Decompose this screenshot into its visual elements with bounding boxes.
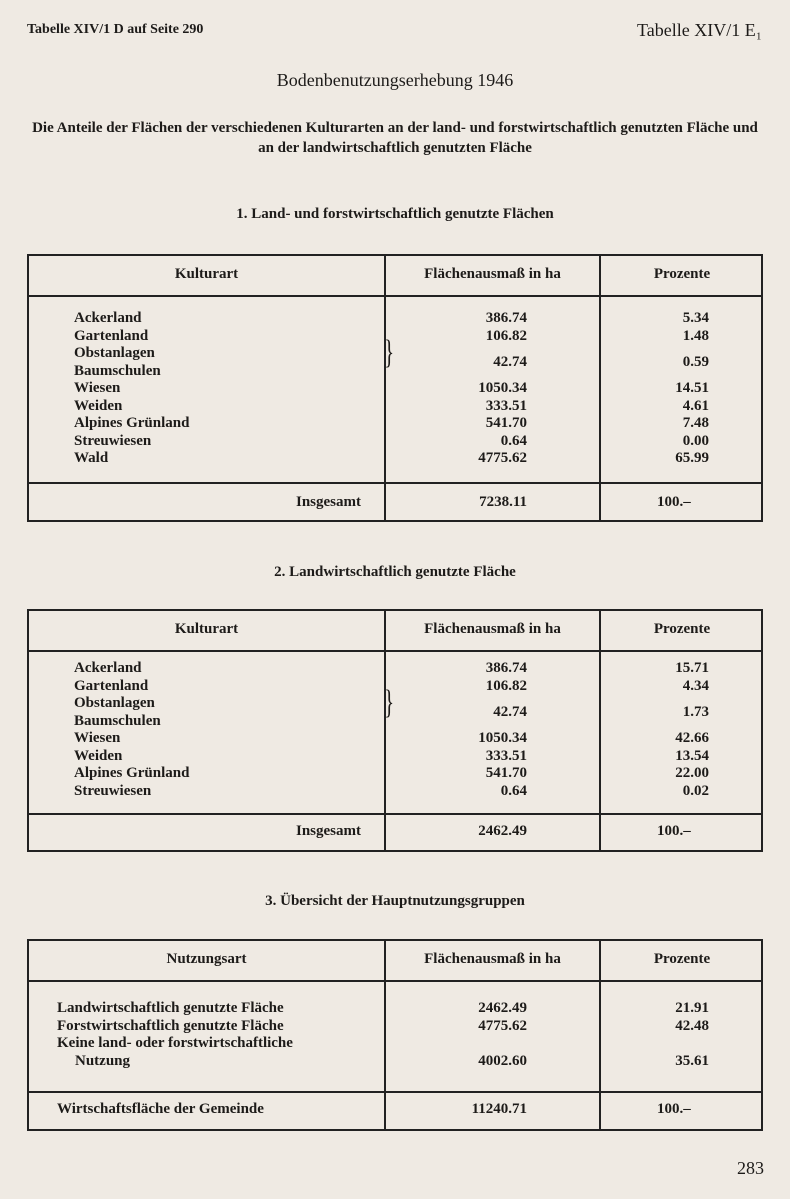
list-item: Alpines Grünland xyxy=(74,765,190,781)
list-item: 541.70 xyxy=(485,415,527,431)
list-item: Wiesen xyxy=(74,380,121,396)
table-main-groups xyxy=(27,939,763,1131)
col-flaeche: Flächenausmaß in ha xyxy=(424,266,561,282)
area-column xyxy=(409,660,527,800)
col-nutzungsart: Nutzungsart xyxy=(166,951,247,967)
list-item: 333.51 xyxy=(485,397,527,414)
total-label: Insgesamt xyxy=(295,823,361,839)
section3-heading: 3. Übersicht der Hauptnutzungsgruppen xyxy=(265,893,525,909)
list-item: 0.64 xyxy=(500,432,527,449)
list-item: 0.02 xyxy=(682,782,709,799)
list-item: 4775.62 xyxy=(478,1017,527,1034)
name-column xyxy=(74,310,189,468)
list-item: 1.73 xyxy=(682,704,709,720)
list-item: 4002.60 xyxy=(478,1053,527,1069)
percent-column xyxy=(629,310,709,468)
total-percent: 100.– xyxy=(657,823,691,839)
list-item: 386.74 xyxy=(485,310,527,326)
list-item: Keine land- oder forstwirtschaftliche xyxy=(57,1035,293,1051)
name-column xyxy=(74,660,189,800)
total-percent: 100.– xyxy=(657,494,691,510)
list-item: 42.74 xyxy=(493,704,527,720)
page-number: 283 xyxy=(737,1158,764,1178)
list-item: Weiden xyxy=(74,397,123,414)
list-item: Weiden xyxy=(74,747,123,764)
list-item: Baumschulen xyxy=(74,712,161,729)
list-item: 0.59 xyxy=(682,354,709,370)
total-label: Insgesamt xyxy=(295,494,361,510)
list-item: Ackerland xyxy=(74,310,142,326)
total-area: 7238.11 xyxy=(479,494,527,510)
list-item: Streuwiesen xyxy=(74,782,152,799)
list-item: 4.61 xyxy=(682,397,709,414)
table-land-forest xyxy=(27,254,763,522)
list-item: Wiesen xyxy=(74,730,121,746)
col-flaeche: Flächenausmaß in ha xyxy=(424,621,561,637)
area-column xyxy=(409,310,527,468)
list-item: 106.82 xyxy=(485,327,527,344)
area-column xyxy=(409,1000,527,1070)
list-item: 35.61 xyxy=(675,1053,709,1069)
list-item: Streuwiesen xyxy=(74,432,152,449)
list-item: Forstwirtschaftlich genutzte Fläche xyxy=(57,1017,284,1034)
col-flaeche: Flächenausmaß in ha xyxy=(424,951,561,967)
section2-heading: 2. Landwirtschaftlich genutzte Fläche xyxy=(274,564,516,580)
list-item: Ackerland xyxy=(74,660,142,676)
total-area: 11240.71 xyxy=(471,1101,527,1117)
list-item: 14.51 xyxy=(675,380,709,396)
list-item: 541.70 xyxy=(485,765,527,781)
list-item: 65.99 xyxy=(675,450,709,466)
col-prozente: Prozente xyxy=(653,621,711,637)
list-item: 1050.34 xyxy=(478,380,527,396)
col-prozente: Prozente xyxy=(653,951,711,967)
total-label: Wirtschaftsfläche der Gemeinde xyxy=(57,1101,264,1117)
section1-heading: 1. Land- und forstwirtschaftlich genutzte Flächen xyxy=(236,206,554,222)
cross-reference: Tabelle XIV/1 D auf Seite 290 xyxy=(27,22,204,37)
list-item: 7.48 xyxy=(682,415,709,431)
percent-column xyxy=(629,1000,709,1070)
list-item: 5.34 xyxy=(682,310,709,326)
total-percent: 100.– xyxy=(657,1101,691,1117)
list-item: Alpines Grünland xyxy=(74,415,190,431)
table-id: Tabelle XIV/1 E₁ xyxy=(637,20,762,40)
list-item: 42.48 xyxy=(675,1017,709,1034)
list-item: 4.34 xyxy=(682,677,709,694)
list-item: 333.51 xyxy=(485,747,527,764)
list-item: 4775.62 xyxy=(478,450,527,466)
list-item: 1050.34 xyxy=(478,730,527,746)
list-item: 106.82 xyxy=(485,677,527,694)
col-kulturart: Kulturart xyxy=(174,621,239,637)
col-kulturart: Kulturart xyxy=(174,266,239,282)
list-item: 1.48 xyxy=(682,327,709,344)
list-item: Obstanlagen xyxy=(74,695,155,711)
list-item: 0.64 xyxy=(500,782,527,799)
list-item: 21.91 xyxy=(675,1000,709,1016)
total-area: 2462.49 xyxy=(478,823,527,839)
percent-column xyxy=(629,660,709,800)
list-item: 386.74 xyxy=(485,660,527,676)
list-item: Obstanlagen xyxy=(74,345,155,361)
list-item: 0.00 xyxy=(682,432,709,449)
brace: } xyxy=(384,334,395,371)
list-item: Nutzung xyxy=(75,1052,131,1069)
list-item: 2462.49 xyxy=(478,1000,527,1016)
list-item: 15.71 xyxy=(675,660,709,676)
col-prozente: Prozente xyxy=(653,266,711,282)
list-item: 13.54 xyxy=(675,747,709,764)
name-column xyxy=(57,1000,293,1070)
page-title: Bodenbenutzungserhebung 1946 xyxy=(276,70,514,90)
list-item: 22.00 xyxy=(675,765,709,781)
list-item: Landwirtschaftlich genutzte Fläche xyxy=(57,1000,284,1016)
list-item: 42.66 xyxy=(675,730,709,746)
description: Die Anteile der Flächen der verschiedenen Kulturarten an der land- und forstwirtschaftlich genutzten Fläche und an der landwirtschaftlich genutzten Fläche xyxy=(32,120,758,156)
list-item: Baumschulen xyxy=(74,362,161,379)
list-item: 42.74 xyxy=(493,354,527,370)
brace: } xyxy=(384,684,395,721)
list-item: Gartenland xyxy=(74,677,149,694)
list-item: Wald xyxy=(74,450,109,466)
table-agricultural xyxy=(27,609,763,852)
list-item: Gartenland xyxy=(74,327,149,344)
